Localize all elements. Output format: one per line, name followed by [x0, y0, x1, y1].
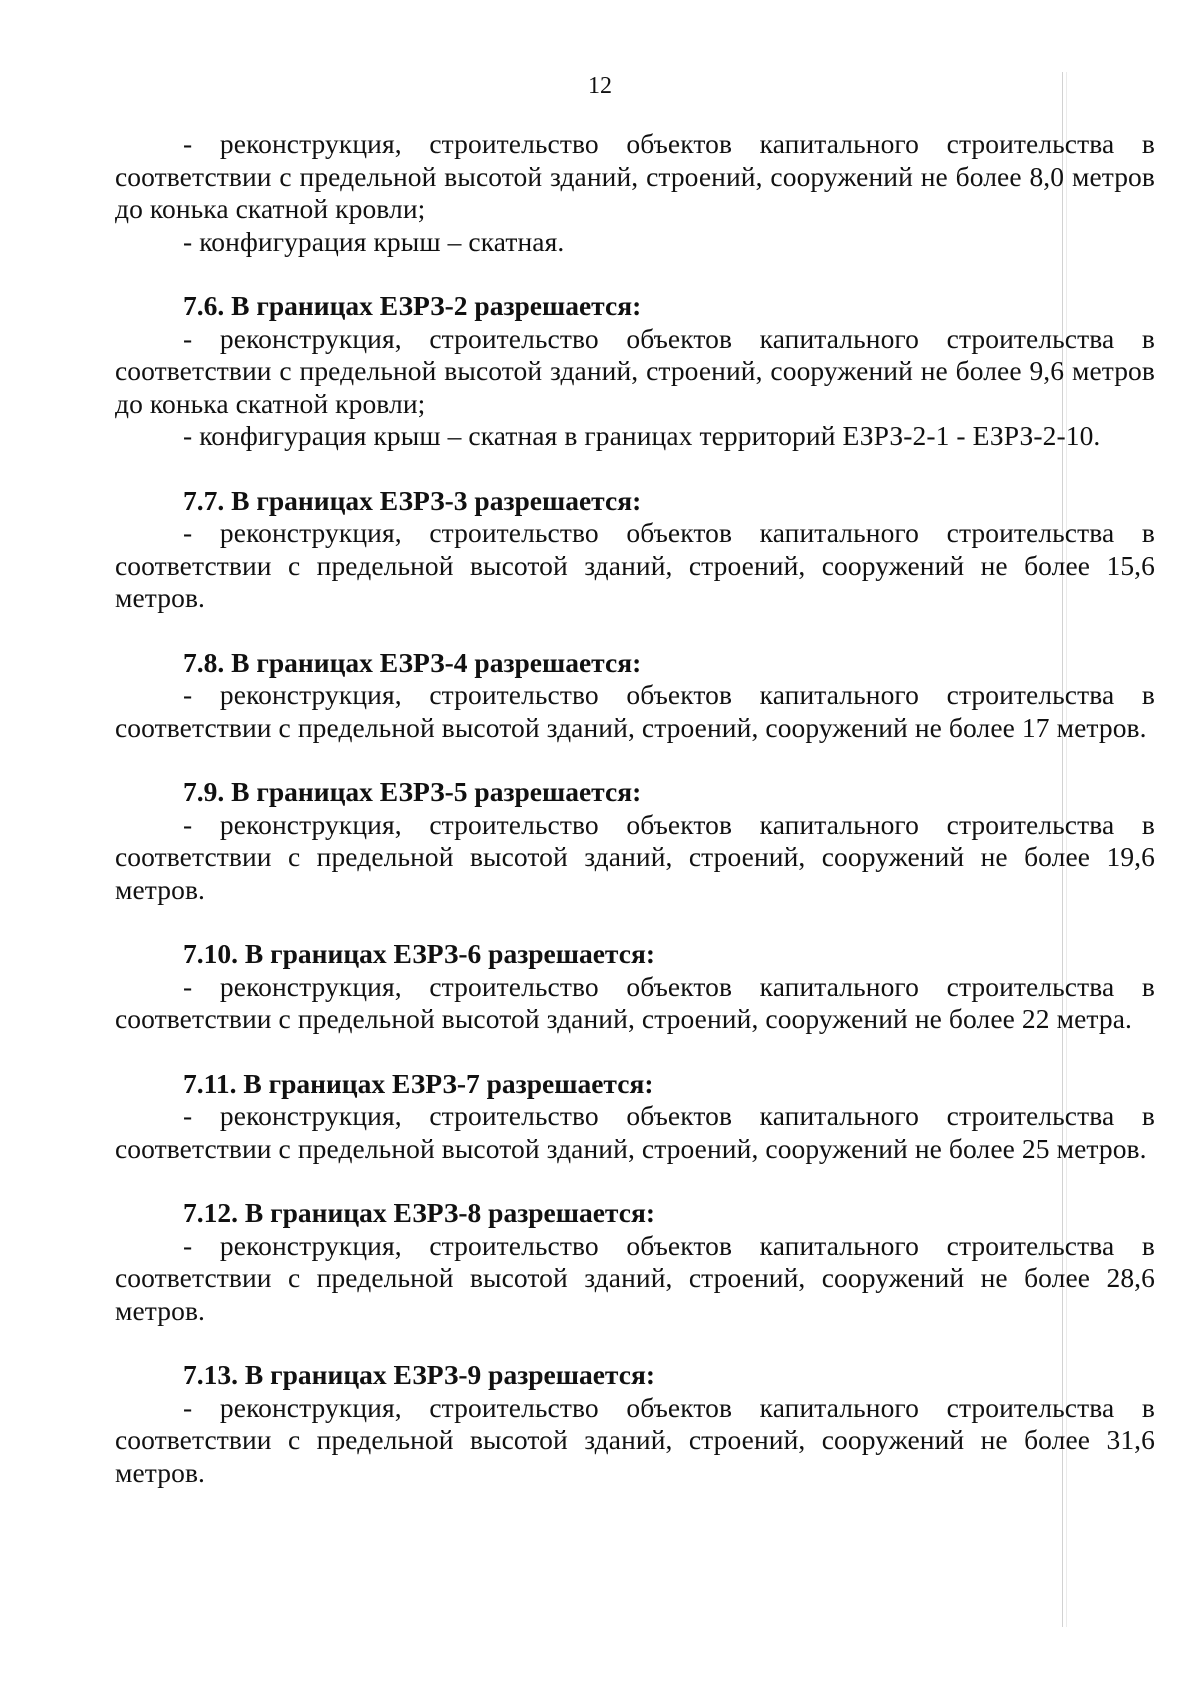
section-item: - реконструкция, строительство объектов капитального строительства в соответствии с предельной высотой зданий, строений, сооружений не более 28,6 метров.	[115, 1229, 1155, 1326]
section-item: - реконструкция, строительство объектов капитального строительства в соответствии с предельной высотой зданий, строений, сооружений не более 22 метра.	[115, 970, 1155, 1034]
section-7-9	[115, 744, 1155, 906]
section-heading: 7.8. В границах ЕЗРЗ-4 разрешается:	[183, 646, 642, 678]
section-item: - реконструкция, строительство объектов капитального строительства в соответствии с предельной высотой зданий, строений, сооружений не более 25 метров.	[115, 1100, 1155, 1164]
intro-item: - конфигурация крыш – скатная.	[183, 225, 565, 257]
intro-item: - реконструкция, строительство объектов капитального строительства в соответствии с предельной высотой зданий, строений, сооружений не более 8,0 метров до конька скатной кровли;	[115, 128, 1155, 224]
section-7-6	[115, 258, 1155, 453]
section-heading: 7.6. В границах ЕЗРЗ-2 разрешается:	[183, 290, 642, 321]
document-body	[115, 128, 1155, 1489]
section-item: - реконструкция, строительство объектов капитального строительства в соответствии с предельной высотой зданий, строений, сооружений не более 31,6 метров.	[115, 1391, 1155, 1488]
section-heading: 7.10. В границах ЕЗРЗ-6 разрешается:	[183, 938, 656, 969]
section-7-11	[115, 1036, 1155, 1166]
section-heading: 7.13. В границах ЕЗРЗ-9 разрешается:	[183, 1359, 656, 1390]
section-heading: 7.12. В границах ЕЗРЗ-8 разрешается:	[183, 1197, 656, 1228]
section-7-12	[115, 1165, 1155, 1327]
section-item: - конфигурация крыш – скатная в границах территорий ЕЗРЗ-2-1 - ЕЗРЗ-2-10.	[183, 420, 1101, 451]
page-number: 12	[588, 73, 612, 99]
section-item: - реконструкция, строительство объектов капитального строительства в соответствии с предельной высотой зданий, строений, сооружений не более 17 метров.	[115, 679, 1155, 743]
section-item: - реконструкция, строительство объектов капитального строительства в соответствии с предельной высотой зданий, строений, сооружений не более 19,6 метров.	[115, 808, 1155, 905]
section-heading: 7.9. В границах ЕЗРЗ-5 разрешается:	[183, 776, 642, 807]
section-heading: 7.11. В границах ЕЗРЗ-7 разрешается:	[183, 1067, 654, 1099]
section-item: - реконструкция, строительство объектов капитального строительства в соответствии с предельной высотой зданий, строений, сооружений не более 9,6 метров до конька скатной кровли;	[115, 322, 1155, 419]
section-7-13	[115, 1327, 1155, 1489]
section-heading: 7.7. В границах ЕЗРЗ-3 разрешается:	[183, 484, 642, 516]
intro-block	[115, 128, 1155, 258]
section-7-7	[115, 453, 1155, 615]
section-7-10	[115, 906, 1155, 1036]
section-item: - реконструкция, строительство объектов капитального строительства в соответствии с предельной высотой зданий, строений, сооружений не более 15,6 метров.	[115, 517, 1155, 613]
section-7-8	[115, 615, 1155, 745]
